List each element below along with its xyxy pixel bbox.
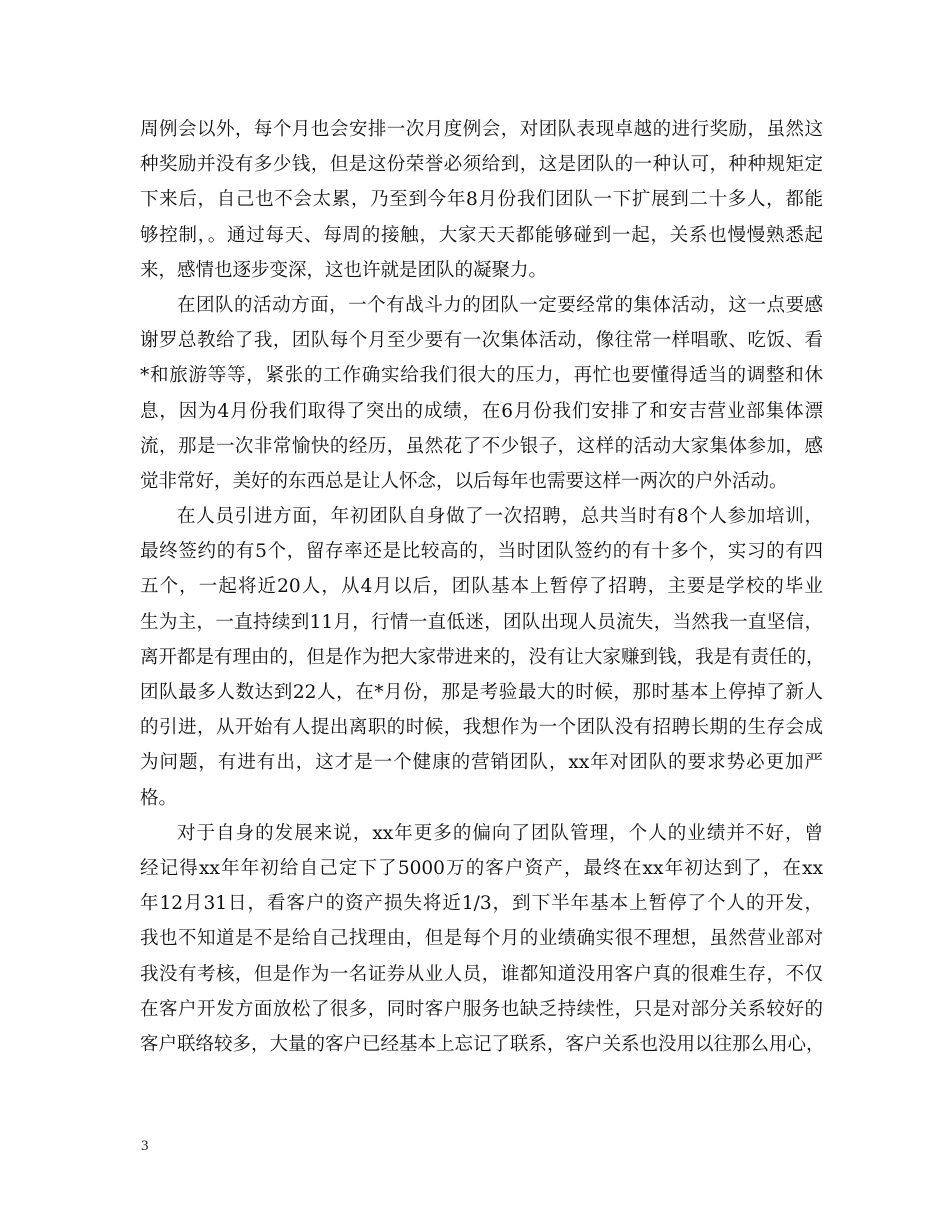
text-line: 觉非常好，美好的东西总是让人怀念，以后每年也需要这样一两次的户外活动。 [140,470,788,492]
text-line: 的引进，从开始有人提出离职的时候，我想作为一个团队没有招聘长期的生存会成 [140,717,823,739]
text-line: 最终签约的有5个，留存率还是比较高的，当时团队签约的有十多个，实习的有四 [140,541,823,563]
text-line: 谢罗总教给了我，团队每个月至少要有一次集体活动，像往常一样唱歌、吃饭、看 [140,330,823,352]
text-line: 为问题，有进有出，这才是一个健康的营销团队，xx年对团队的要求势必更加严 [140,752,823,774]
text-line: 客户联络较多，大量的客户已经基本上忘记了联系，客户关系也没用以往那么用心， [140,1033,825,1055]
text-line: 下来后，自己也不会太累，乃至到今年8月份我们团队一下扩展到二十多人，都能 [140,189,823,211]
text-line: 在团队的活动方面，一个有战斗力的团队一定要经常的集体活动，这一点要感 [177,294,823,316]
text-line: 我也不知道是不是给自己找理由，但是每个月的业绩确实很不理想，虽然营业部对 [140,928,823,950]
text-line: 五个，一起将近20人，从4月以后，团队基本上暂停了招聘，主要是学校的毕业 [140,576,823,598]
text-line: 经记得xx年年初给自己定下了5000万的客户资产，最终在xx年初达到了，在xx [140,857,823,879]
text-line: 在客户开发方面放松了很多，同时客户服务也缺乏持续性，只是对部分关系较好的 [140,998,823,1020]
text-line: 来，感情也逐步变深，这也许就是团队的凝聚力。 [140,259,548,281]
text-line: 周例会以外，每个月也会安排一次月度例会，对团队表现卓越的进行奖励，虽然这 [140,119,823,140]
text-line: 年12月31日，看客户的资产损失将近1/3，到下半年基本上暂停了个人的开发， [140,893,823,915]
text-line: *和旅游等等，紧张的工作确实给我们很大的压力，再忙也要懂得适当的调整和休 [140,365,823,387]
text-line: 在人员引进方面，年初团队自身做了一次招聘，总共当时有8个人参加培训， [177,506,823,528]
text-line: 生为主，一直持续到11月，行情一直低迷，团队出现人员流失，当然我一直坚信， [140,611,823,633]
text-line: 离开都是有理由的，但是作为把大家带进来的，没有让大家赚到钱，我是有责任的， [140,646,825,668]
text-line: 团队最多人数达到22人，在*月份，那是考验最大的时候，那时基本上停掉了新人 [140,682,823,703]
text-line: 流，那是一次非常愉快的经历，虽然花了不少银子，这样的活动大家集体参加，感 [140,435,823,457]
text-line: 种奖励并没有多少钱，但是这份荣誉必须给到，这是团队的一种认可，种种规矩定 [140,154,823,176]
text-line: 我没有考核，但是作为一名证券从业人员，谁都知道没用客户真的很难生存，不仅 [140,963,823,985]
page-number: 3 [141,1138,149,1154]
text-line: 息，因为4月份我们取得了突出的成绩，在6月份我们安排了和安吉营业部集体漂 [140,400,823,422]
text-line: 够控制，。通过每天、每周的接触，大家天天都能够碰到一起，关系也慢慢熟悉起 [140,224,823,246]
text-line: 对于自身的发展来说，xx年更多的偏向了团队管理，个人的业绩并不好，曾 [177,822,823,844]
document-body [140,112,823,1062]
text-line: 格。 [140,787,178,809]
